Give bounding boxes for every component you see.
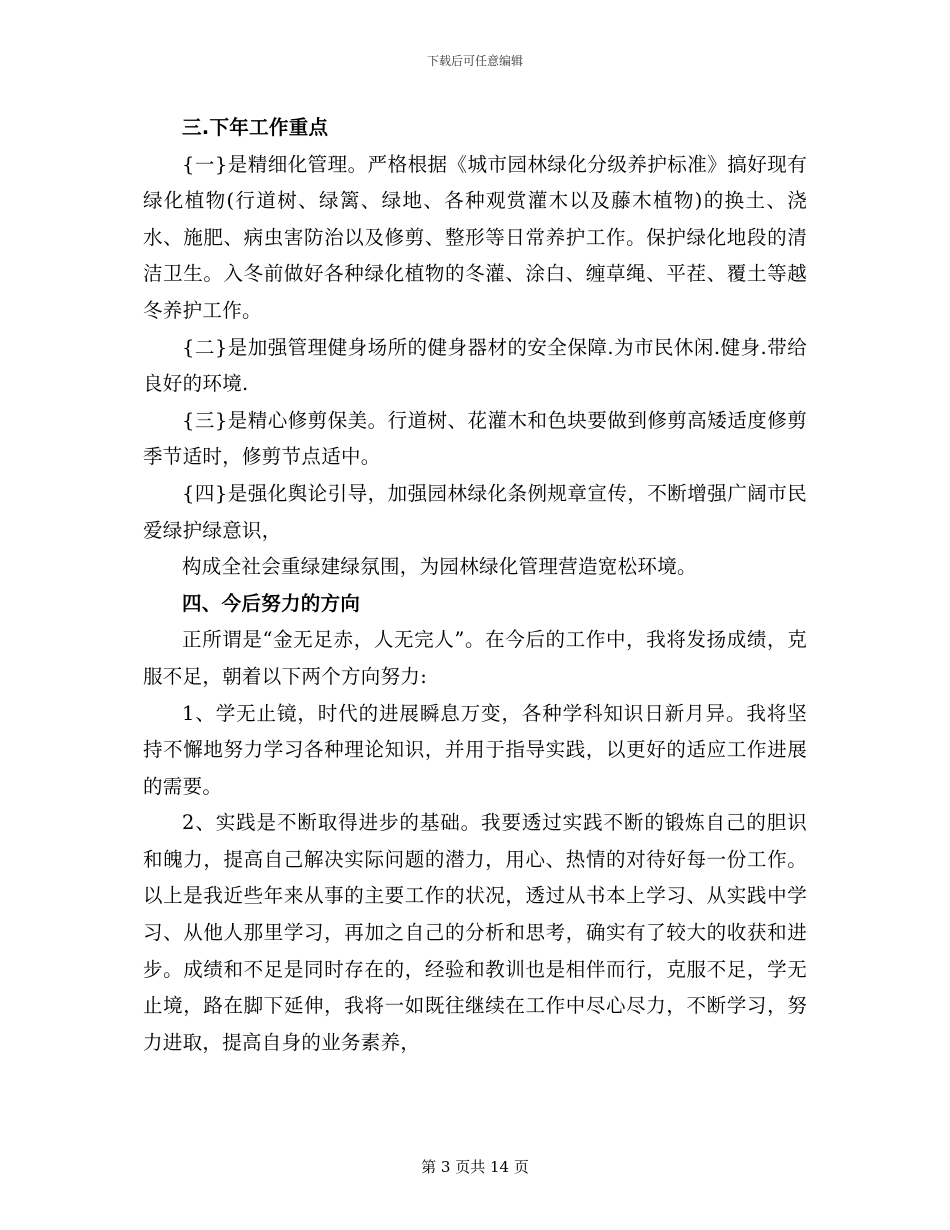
paragraph: 1、学无止镜，时代的进展瞬息万变，各种学科知识日新月异。我将坚持不懈地努力学习各种理论知识，并用于指导实践，以更好的适应工作进展的需要。	[143, 701, 807, 798]
paragraph: 正所谓是“金无足赤，人无完人”。在今后的工作中，我将发扬成绩，克服不足，朝着以下两个方向努力:	[143, 628, 807, 688]
paragraph: {四}是强化舆论引导，加强园林绿化条例规章宣传，不断增强广阔市民爱绿护绿意识，	[143, 481, 807, 542]
section-heading-3: 三.下年工作重点	[182, 116, 329, 139]
paragraph: 2、实践是不断取得进步的基础。我要透过实践不断的锻炼自己的胆识和魄力，提高自己解决实际问题的潜力，用心、热情的对待好每一份工作。以上是我近些年来从事的主要工作的状况，透过从书本上学习、从实践中学习、从他人那里学习，再加之自己的分析和思考，确实有了较大的收获和进步。成绩和不足是同时存在的，经验和教训也是相伴而行，克服不足，学无止境，路在脚下延伸，我将一如既往继续在工作中尽心尽力，不断学习，努力进取，提高自身的业务素养，	[143, 811, 807, 1054]
page-footer: 第 3 页共 14 页	[421, 1158, 529, 1176]
paragraph: {三}是精心修剪保美。行道树、花灌木和色块要做到修剪高矮适度修剪季节适时，修剪节点适中。	[143, 408, 807, 469]
section-heading-4: 四、今后努力的方向	[182, 591, 361, 615]
paragraph: {一}是精细化管理。严格根据《城市园林绿化分级养护标准》搞好现有绿化植物(行道树、绿篱、绿地、各种观赏灌木以及藤木植物)的换土、浇水、施肥、病虫害防治以及修剪、整形等日常养护工作。保护绿化地段的清洁卫生。入冬前做好各种绿化植物的冬灌、涂白、缠草绳、平茬、覆土等越冬养护工作。	[143, 152, 807, 322]
page-header: 下载后可任意编辑	[426, 54, 523, 68]
paragraph: {二}是加强管理健身场所的健身器材的安全保障.为市民休闲.健身.带给良好的环境.	[143, 335, 807, 396]
paragraph: 构成全社会重绿建绿氛围，为园林绿化管理营造宽松环境。	[182, 555, 697, 579]
document-body	[143, 110, 807, 1061]
